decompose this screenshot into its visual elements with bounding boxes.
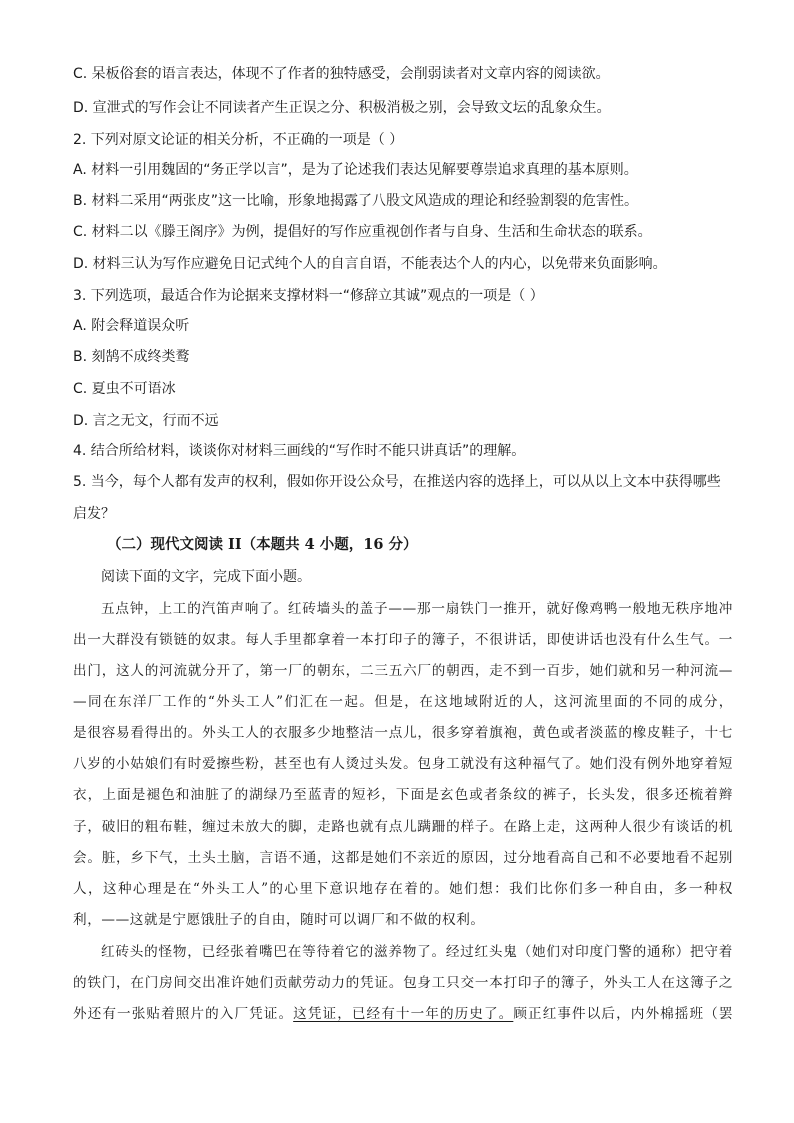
option-d-q3: D. 言之无文，行而不远 [73,413,219,429]
question-4: 4. 结合所给材料，谈谈你对材料三画线的“写作时不能只讲真话”的理解。 [73,443,526,459]
question-3: 3. 下列选项，最适合作为论据来支撑材料一“修辞立其诚”观点的一项是（ ） [73,288,544,304]
passage-line: 五点钟，上工的汽笛声响了。红砖墙头的盖子——那一扇铁门一推开，就好像鸡鸭一般地无秩序地冲 [101,601,733,617]
passage-line-underlined [73,1004,733,1024]
option-b-q3: B. 刻鹄不成终类鹜 [73,349,190,365]
option-a-q2: A. 材料一引用魏固的“务正学以言”，是为了论述我们表达见解要尊崇追求真理的基本原则。 [73,162,638,178]
passage-line: —同在东洋厂工作的“外头工人”们汇在一起。但是，在这地域附近的人，这河流里面的不同的成分， [73,694,733,710]
passage-line: 出一大群没有锁链的奴隶。每人手里都拿着一本打印子的簿子，不很讲话，即使讲话也没有什么生气。一 [73,632,733,648]
underlined-sentence: 这凭证，已经有十一年的历史了。 [293,1006,514,1022]
question-2: 2. 下列对原文论证的相关分析，不正确的一项是（ ） [73,132,404,148]
question-5-line1: 5. 当今，每个人都有发声的权利，假如你开设公众号，在推送内容的选择上，可以从以上文本中获得哪些 [73,474,721,490]
option-c-q2: C. 材料二以《滕王阁序》为例，提倡好的写作应重视创作者与自身、生活和生命状态的联系。 [73,224,652,240]
passage-line: 红砖头的怪物，已经张着嘴巴在等待着它的滋养物了。经过红头鬼（她们对印度门警的通称）把守着 [101,944,733,960]
passage-line: 利，——这就是宁愿饿肚子的自由，随时可以调厂和不做的权利。 [73,912,485,928]
passage-line: 子，破旧的粗布鞋，缠过未放大的脚，走路也就有点儿蹒跚的样子。在路上走，这两种人很少有谈话的机 [73,819,733,835]
section-title: （二）现代文阅读 II（本题共 4 小题，16 分） [107,536,418,553]
passage-line: 八岁的小姑娘们有时爱擦些粉，甚至也有人烫过头发。包身工就没有这种福气了。她们没有例外地穿着短 [73,756,733,772]
option-a-q3: A. 附会释道误众听 [73,318,190,334]
option-c-q3: C. 夏虫不可语冰 [73,381,176,397]
passage-text: 顾正红事件以后，内外棉摇班（罢 [513,1006,734,1022]
passage-text: 外还有一张贴着照片的入厂凭证。 [73,1006,294,1022]
passage-line: 人，这种心理是在“外头工人”的心里下意识地存在着的。她们想：我们比你们多一种自由，多一种权 [73,881,733,897]
option-d-q1: D. 宣泄式的写作会让不同读者产生正误之分、积极消极之别，会导致文坛的乱象众生。 [73,100,611,116]
option-b-q2: B. 材料二采用“两张皮”这一比喻，形象地揭露了八股文风造成的理论和经验割裂的危害性。 [73,193,639,209]
passage-line: 衣，上面是褪色和油脏了的湖绿乃至蓝青的短衫，下面是玄色或者条纹的裤子，长头发，很多还梳着辫 [73,787,733,803]
option-d-q2: D. 材料三认为写作应避免日记式纯个人的自言自语，不能表达个人的内心，以免带来负面影响。 [73,256,667,272]
option-c-q1: C. 呆板俗套的语言表达，体现不了作者的独特感受，会削弱读者对文章内容的阅读欲。 [73,66,610,82]
question-5-line2: 启发？ [73,506,115,522]
passage-line: 会。脏，乡下气，土头土脑，言语不通，这都是她们不亲近的原因，过分地看高自己和不必要地看不起别 [73,850,733,866]
passage-line: 出门，这人的河流就分开了，第一厂的朝东，二三五六厂的朝西，走不到一百步，她们就和另一种河流— [73,663,733,679]
passage-line: 是很容易看得出的。外头工人的衣服多少地整洁一点儿，很多穿着旗袍，黄色或者淡蓝的橡皮鞋子，十七 [73,725,733,741]
reading-instruction: 阅读下面的文字，完成下面小题。 [101,569,311,585]
passage-line: 的铁门，在门房间交出准许她们贡献劳动力的凭证。包身工只交一本打印子的簿子，外头工人在这簿子之 [73,975,733,991]
